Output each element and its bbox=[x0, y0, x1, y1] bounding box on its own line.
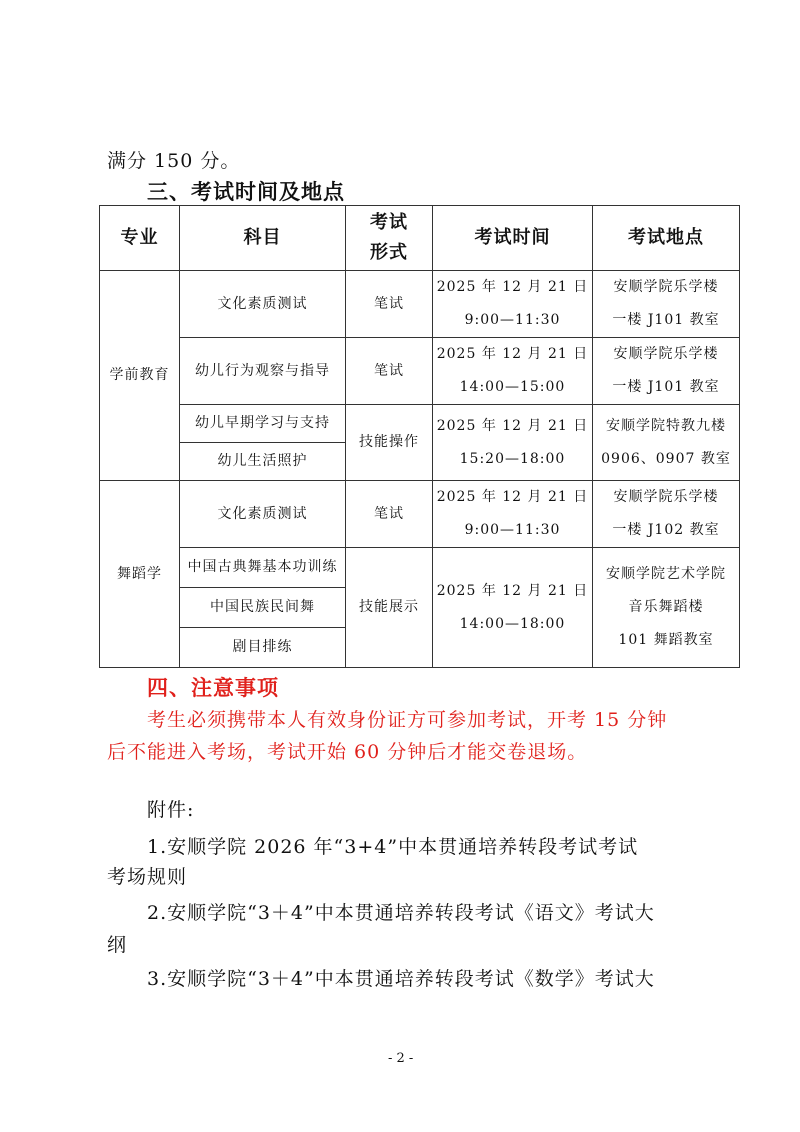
exam-schedule-table bbox=[99, 205, 740, 668]
format-cell: 笔试 bbox=[346, 481, 433, 548]
subject-cell: 幼儿行为观察与指导 bbox=[180, 338, 346, 405]
table-row bbox=[100, 548, 740, 588]
notice-line-1: 考生必须携带本人有效身份证方可参加考试，开考 15 分钟 bbox=[147, 709, 668, 731]
format-cell: 笔试 bbox=[346, 338, 433, 405]
attachment-2-line1: 2.安顺学院“3＋4”中本贯通培养转段考试《语文》考试大 bbox=[147, 902, 655, 924]
table-row bbox=[100, 338, 740, 405]
subject-cell: 中国古典舞基本功训练 bbox=[180, 548, 346, 588]
exam-date: 2025 年 12 月 21 日 bbox=[436, 417, 589, 434]
subject-cell: 幼儿早期学习与支持 bbox=[180, 405, 346, 443]
place-cell bbox=[593, 271, 740, 338]
place-line: 安顺学院乐学楼 bbox=[613, 279, 719, 295]
format-cell: 笔试 bbox=[346, 271, 433, 338]
subject-cell: 文化素质测试 bbox=[180, 271, 346, 338]
section4-title: 四、注意事项 bbox=[147, 676, 279, 700]
place-line: 安顺学院艺术学院 bbox=[606, 566, 726, 582]
subject-cell: 文化素质测试 bbox=[180, 481, 346, 548]
page-number: - 2 - bbox=[388, 1051, 414, 1066]
attachments-label: 附件: bbox=[147, 799, 195, 821]
place-cell bbox=[593, 405, 740, 481]
format-cell: 技能操作 bbox=[346, 405, 433, 481]
place-line: 一楼 J101 教室 bbox=[612, 312, 720, 328]
place-line: 一楼 J102 教室 bbox=[612, 522, 720, 538]
time-cell bbox=[433, 405, 593, 481]
exam-date: 2025 年 12 月 21 日 bbox=[436, 279, 589, 295]
exam-date: 2025 年 12 月 21 日 bbox=[436, 582, 589, 599]
exam-time: 9:00—11:30 bbox=[464, 522, 561, 538]
header-major: 专业 bbox=[100, 206, 180, 271]
section3-title: 三、考试时间及地点 bbox=[147, 180, 345, 204]
attachment-1-line1: 1.安顺学院 2026 年“3+4”中本贯通培养转段考试考试 bbox=[147, 836, 639, 858]
place-line: 安顺学院特教九楼 bbox=[606, 417, 726, 434]
header-format bbox=[346, 206, 433, 271]
attachment-2-line2: 纲 bbox=[107, 934, 128, 956]
header-time: 考试时间 bbox=[433, 206, 593, 271]
table-row bbox=[100, 271, 740, 338]
major-preschool: 学前教育 bbox=[100, 271, 180, 481]
subject-cell: 中国民族民间舞 bbox=[180, 588, 346, 628]
header-place: 考试地点 bbox=[593, 206, 740, 271]
format-cell: 技能展示 bbox=[346, 548, 433, 668]
table-row bbox=[100, 481, 740, 548]
exam-time: 14:00—15:00 bbox=[459, 379, 566, 395]
place-cell bbox=[593, 338, 740, 405]
header-subject: 科目 bbox=[180, 206, 346, 271]
time-cell bbox=[433, 481, 593, 548]
place-line: 安顺学院乐学楼 bbox=[613, 346, 719, 362]
time-cell bbox=[433, 271, 593, 338]
place-line: 音乐舞蹈楼 bbox=[628, 599, 704, 615]
subject-cell: 幼儿生活照护 bbox=[180, 443, 346, 481]
intro-text: 满分 150 分。 bbox=[107, 150, 241, 172]
place-line: 安顺学院乐学楼 bbox=[613, 489, 719, 505]
exam-date: 2025 年 12 月 21 日 bbox=[436, 489, 589, 505]
time-cell bbox=[433, 338, 593, 405]
place-line: 0906、0907 教室 bbox=[601, 450, 731, 467]
place-line: 一楼 J101 教室 bbox=[612, 379, 720, 395]
exam-time: 14:00—18:00 bbox=[459, 615, 566, 632]
place-cell bbox=[593, 548, 740, 668]
exam-time: 9:00—11:30 bbox=[464, 312, 561, 328]
time-cell bbox=[433, 548, 593, 668]
header-format-line2: 形式 bbox=[370, 242, 408, 263]
attachment-3-line1: 3.安顺学院“3＋4”中本贯通培养转段考试《数学》考试大 bbox=[147, 968, 655, 990]
table-header-row bbox=[100, 206, 740, 271]
major-dance: 舞蹈学 bbox=[100, 481, 180, 668]
exam-time: 15:20—18:00 bbox=[459, 450, 566, 467]
place-cell bbox=[593, 481, 740, 548]
exam-date: 2025 年 12 月 21 日 bbox=[436, 346, 589, 362]
subject-cell: 剧目排练 bbox=[180, 628, 346, 668]
table-row bbox=[100, 405, 740, 443]
notice-line-2: 后不能进入考场，考试开始 60 分钟后才能交卷退场。 bbox=[107, 741, 588, 763]
attachment-1-line2: 考场规则 bbox=[107, 866, 188, 888]
header-format-line1: 考试 bbox=[370, 212, 408, 233]
place-line: 101 舞蹈教室 bbox=[618, 632, 714, 648]
